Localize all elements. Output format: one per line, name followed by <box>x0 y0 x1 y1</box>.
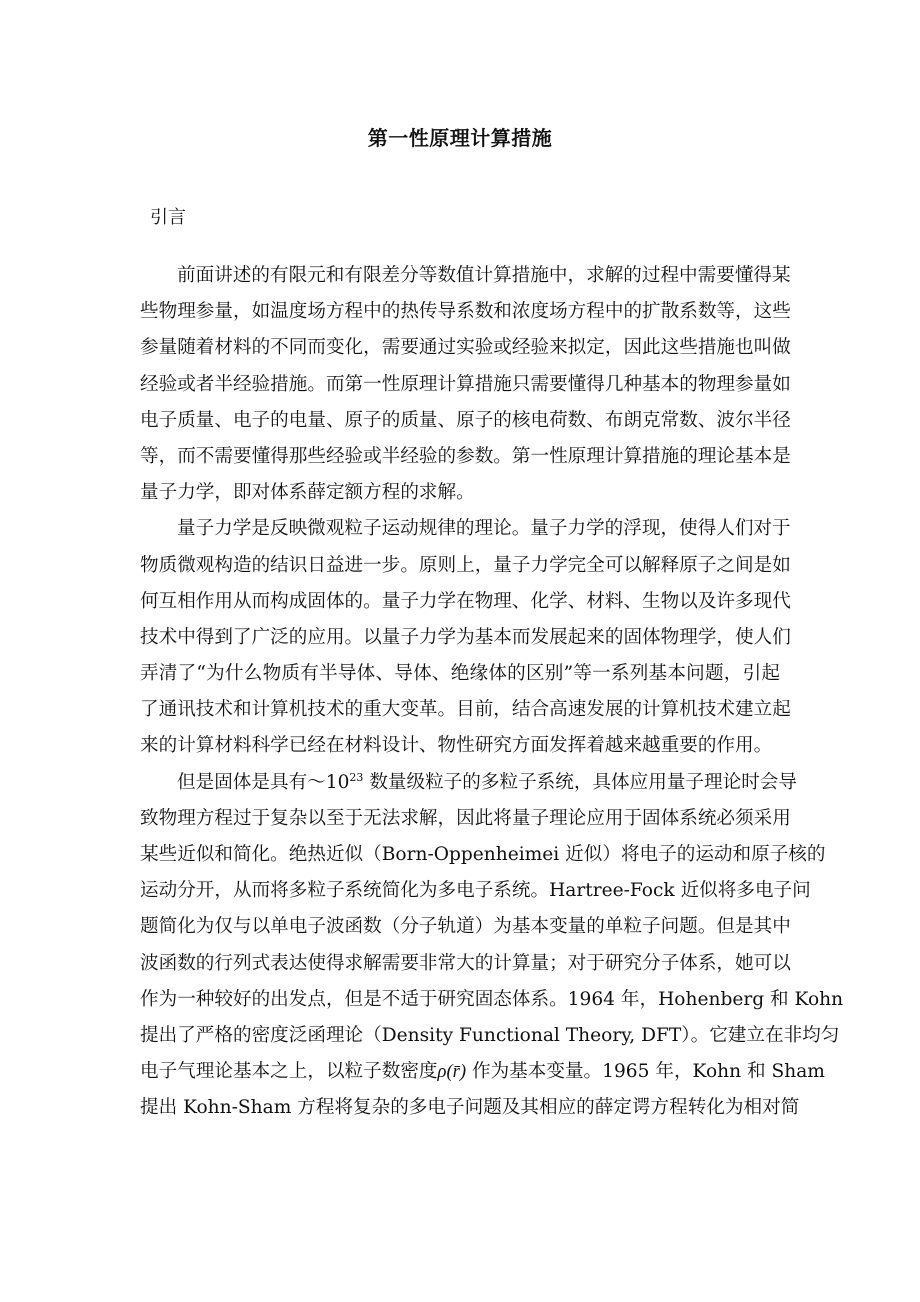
text-line: 提出了严格的密度泛函理论（Density Functional Theory, DFT）。它建立在非均匀 <box>140 1024 840 1046</box>
text-line: 了通讯技术和计算机技术的重大变革。目前，结合高速发展的计算机技术建立起 <box>140 699 791 721</box>
text-line: 等，而不需要懂得那些经验或半经验的参数。第一性原理计算措施的理论基本是 <box>140 445 791 467</box>
text-segment: 电子气理论基本之上，以粒子数密度 <box>140 1061 438 1083</box>
superscript: 23 <box>349 770 364 784</box>
body-text <box>140 258 844 1127</box>
text-segment: 作为基本变量。1965 年，Kohn 和 Sham <box>466 1061 825 1083</box>
text-line: 些物理参量，如温度场方程中的热传导系数和浓度场方程中的扩散系数等，这些 <box>140 301 791 323</box>
text-line: 物质微观构造的结识日益进一步。原则上，量子力学完全可以解释原子之间是如 <box>140 554 791 576</box>
text-line: 技术中得到了广泛的应用。以量子力学为基本而发展起来的固体物理学，使人们 <box>140 626 791 648</box>
text-line: 弄清了“为什么物质有半导体、导体、绝缘体的区别”等一系列基本问题，引起 <box>140 663 780 685</box>
text-line: 经验或者半经验措施。而第一性原理计算措施只需要懂得几种基本的物理参量如 <box>140 373 791 395</box>
text-line <box>140 1054 825 1090</box>
text-line: 提出 Kohn-Sham 方程将复杂的多电子问题及其相应的薛定谔方程转化为相对简 <box>140 1097 800 1119</box>
paragraph-3 <box>140 765 844 1127</box>
text-line: 运动分开，从而将多粒子系统简化为多电子系统。Hartree-Fock 近似将多电子问 <box>140 880 811 902</box>
text-line: 前面讲述的有限元和有限差分等数值计算措施中，求解的过程中需要懂得某 <box>177 265 791 286</box>
text-line: 来的计算材料科学已经在材料设计、物性研究方面发挥着越来越重要的作用。 <box>140 735 773 757</box>
section-heading: 引言 <box>150 207 186 228</box>
text-line: 量子力学，即对体系薛定额方程的求解。 <box>140 482 475 504</box>
text-line: 参量随着材料的不同而变化，需要通过实验或经验来拟定，因此这些措施也叫做 <box>140 337 791 359</box>
text-segment: 数量级粒子的多粒子系统，具体应用量子理论时会导 <box>363 771 797 793</box>
paragraph-1 <box>140 258 791 511</box>
text-line: 题简化为仅与以单电子波函数（分子轨道）为基本变量的单粒子问题。但是其中 <box>140 916 791 938</box>
text-line: 量子力学是反映微观粒子运动规律的理论。量子力学的浮现，使得人们对于 <box>177 518 791 540</box>
text-line: 波函数的行列式表达使得求解需要非常大的计算量；对于研究分子体系，她可以 <box>140 952 791 974</box>
text-line: 某些近似和简化。绝热近似（Born-Oppenheimei 近似）将电子的运动和原子核的 <box>140 844 826 865</box>
document-title: 第一性原理计算措施 <box>367 126 553 150</box>
rho-symbol: ρ(r̄) <box>437 1061 467 1083</box>
text-line: 电子质量、电子的电量、原子的质量、原子的核电荷数、布朗克常数、波尔半径 <box>140 409 791 431</box>
paragraph-2 <box>140 511 791 764</box>
text-line <box>140 765 797 801</box>
text-line: 致物理方程过于复杂以至于无法求解，因此将量子理论应用于固体系统必须采用 <box>140 807 791 829</box>
text-segment: 但是固体是具有～10 <box>177 771 350 793</box>
text-line: 作为一种较好的出发点，但是不适于研究固态体系。1964 年，Hohenberg 和 Kohn <box>140 988 844 1010</box>
text-line: 何互相作用从而构成固体的。量子力学在物理、化学、材料、生物以及许多现代 <box>140 590 791 612</box>
